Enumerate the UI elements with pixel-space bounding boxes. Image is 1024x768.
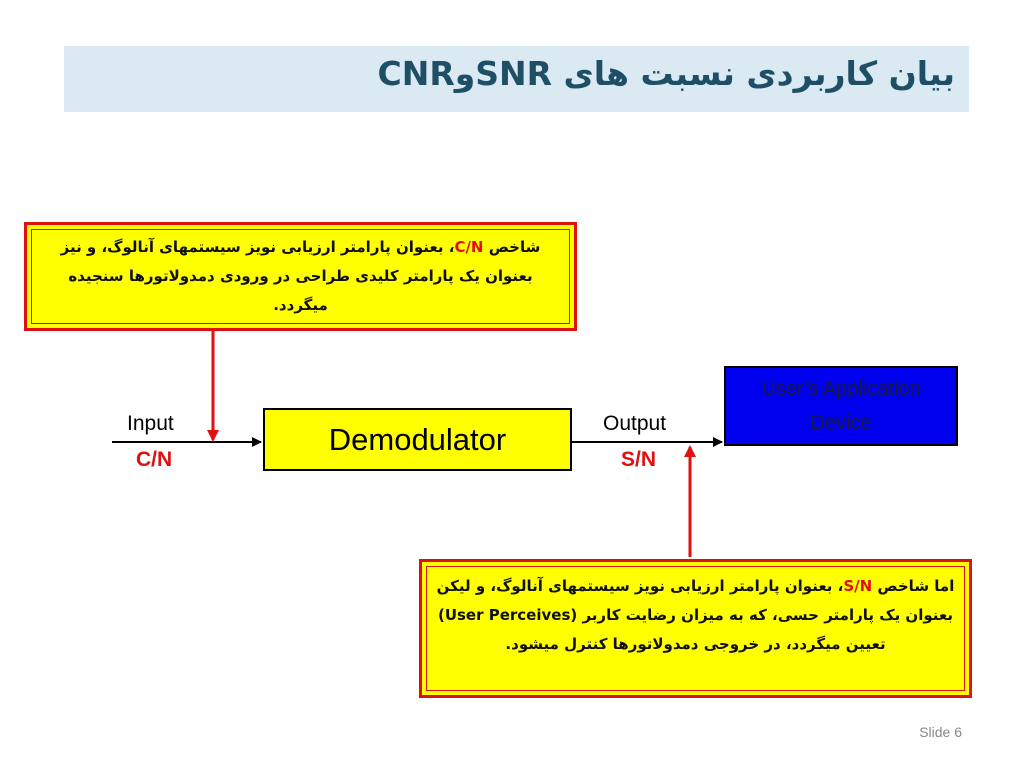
sn-note-box [419,559,972,698]
page-title: بیان کاربردی نسبت های SNRوCNR [377,54,955,93]
cn-highlight: C/N [454,238,484,256]
sn-note-text: اما شاخص S/N، بعنوان پارامتر ارزیابی نویز سیستمهای آنالوگ، و لیکن بعنوان یک پارامتر حسی، که به میزان رضایت کاربر (User Perceives) تعیین میگردد، در خروجی دمدولاتورها کنترل میشود. [436,577,955,653]
user-device-block: User’s Application Device [724,366,958,446]
slide-number: Slide 6 [919,724,962,740]
demodulator-block: Demodulator [263,408,572,471]
sn-highlight: S/N [843,577,873,595]
input-label: Input [127,412,174,435]
output-label: Output [603,412,667,435]
cn-note-box [24,222,577,331]
cn-note-text: شاخص C/N، بعنوان پارامتر ارزیابی نویز سیستمهای آنالوگ، و نیز بعنوان یک پارامتر کلیدی طراحی در ورودی دمدولاتورها سنجیده میگردد. [60,238,541,314]
input-ratio-label: C/N [136,448,173,471]
output-ratio-label: S/N [621,448,657,471]
